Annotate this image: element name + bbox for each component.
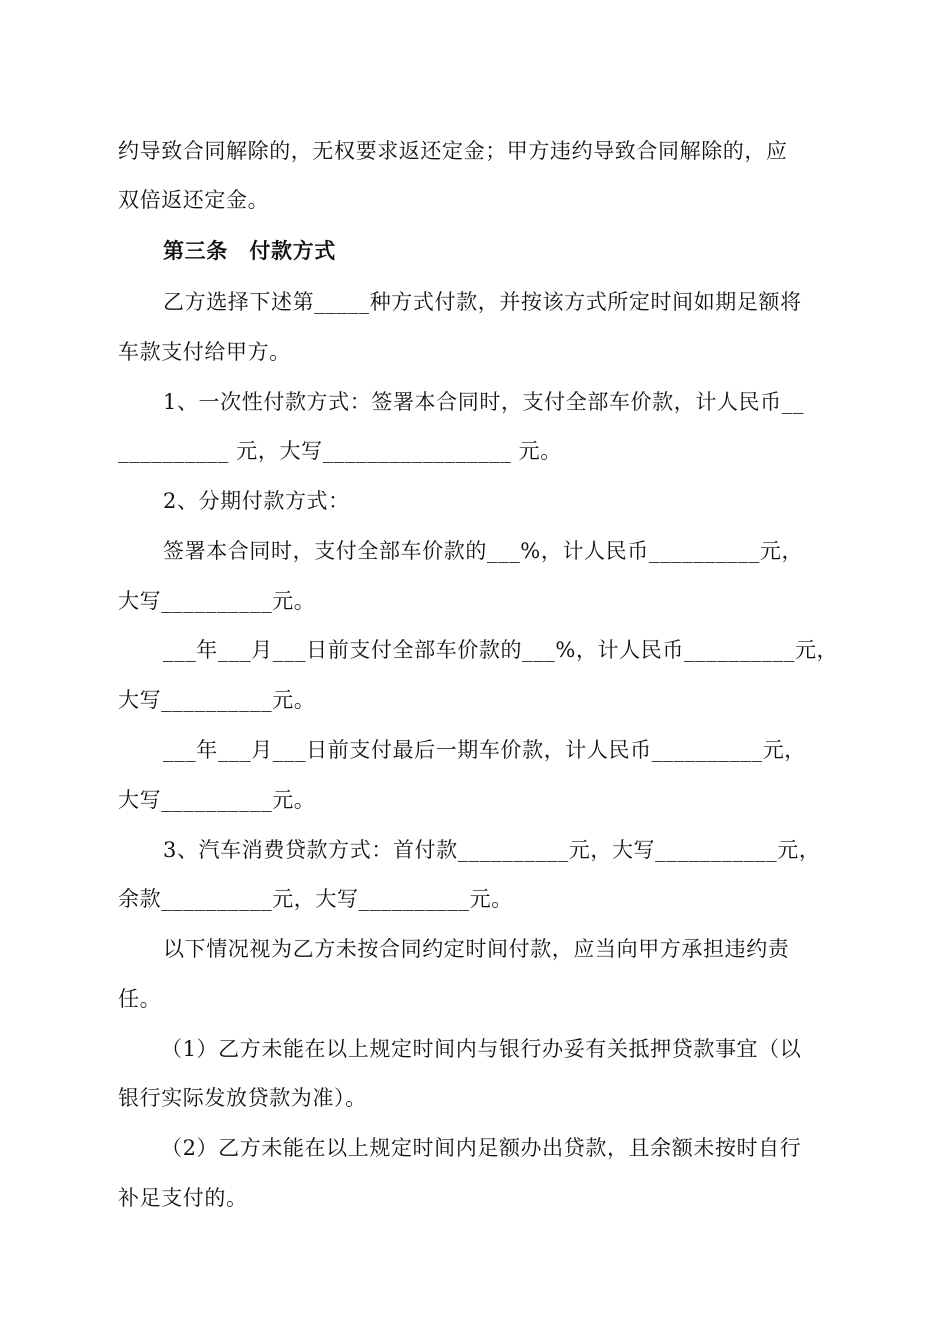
paragraph-line: 2、分期付款方式： [163, 489, 350, 513]
paragraph-line: __________ 元，大写_________________ 元。 [118, 439, 562, 463]
paragraph-line: 补足支付的。 [118, 1186, 248, 1210]
paragraph-line: 大写__________元。 [118, 589, 316, 613]
paragraph-line: 3、汽车消费贷款方式：首付款__________元，大写___________元， [163, 838, 821, 862]
paragraph-line: 车款支付给甲方。 [118, 340, 291, 364]
paragraph-line: 签署本合同时，支付全部车价款的___%，计人民币__________元， [163, 539, 804, 563]
paragraph-line: 任。 [118, 987, 162, 1011]
paragraph-line: 大写__________元。 [118, 788, 316, 812]
paragraph-line: 约导致合同解除的，无权要求返还定金；甲方违约导致合同解除的，应 [118, 139, 788, 163]
paragraph-line: ___年___月___日前支付最后一期车价款，计人民币__________元， [163, 738, 806, 762]
section-heading: 第三条 付款方式 [163, 238, 336, 263]
paragraph-line: 大写__________元。 [118, 688, 316, 712]
paragraph-line: 以下情况视为乙方未按合同约定时间付款，应当向甲方承担违约责 [163, 937, 790, 961]
paragraph-line: （1）乙方未能在以上规定时间内与银行办妥有关抵押贷款事宜（以 [161, 1037, 802, 1061]
paragraph-line: 银行实际发放贷款为准）。 [118, 1086, 367, 1110]
paragraph-line: （2）乙方未能在以上规定时间内足额办出贷款，且余额未按时自行 [161, 1136, 802, 1160]
paragraph-line: 双倍返还定金。 [118, 188, 270, 212]
paragraph-line: 1、一次性付款方式：签署本合同时，支付全部车价款，计人民币__ [163, 390, 804, 414]
paragraph-line: ___年___月___日前支付全部车价款的___%，计人民币__________元， [163, 638, 839, 662]
paragraph-line: 乙方选择下述第_____种方式付款，并按该方式所定时间如期足额将 [163, 290, 802, 314]
paragraph-line: 余款__________元，大写__________元。 [118, 887, 513, 911]
